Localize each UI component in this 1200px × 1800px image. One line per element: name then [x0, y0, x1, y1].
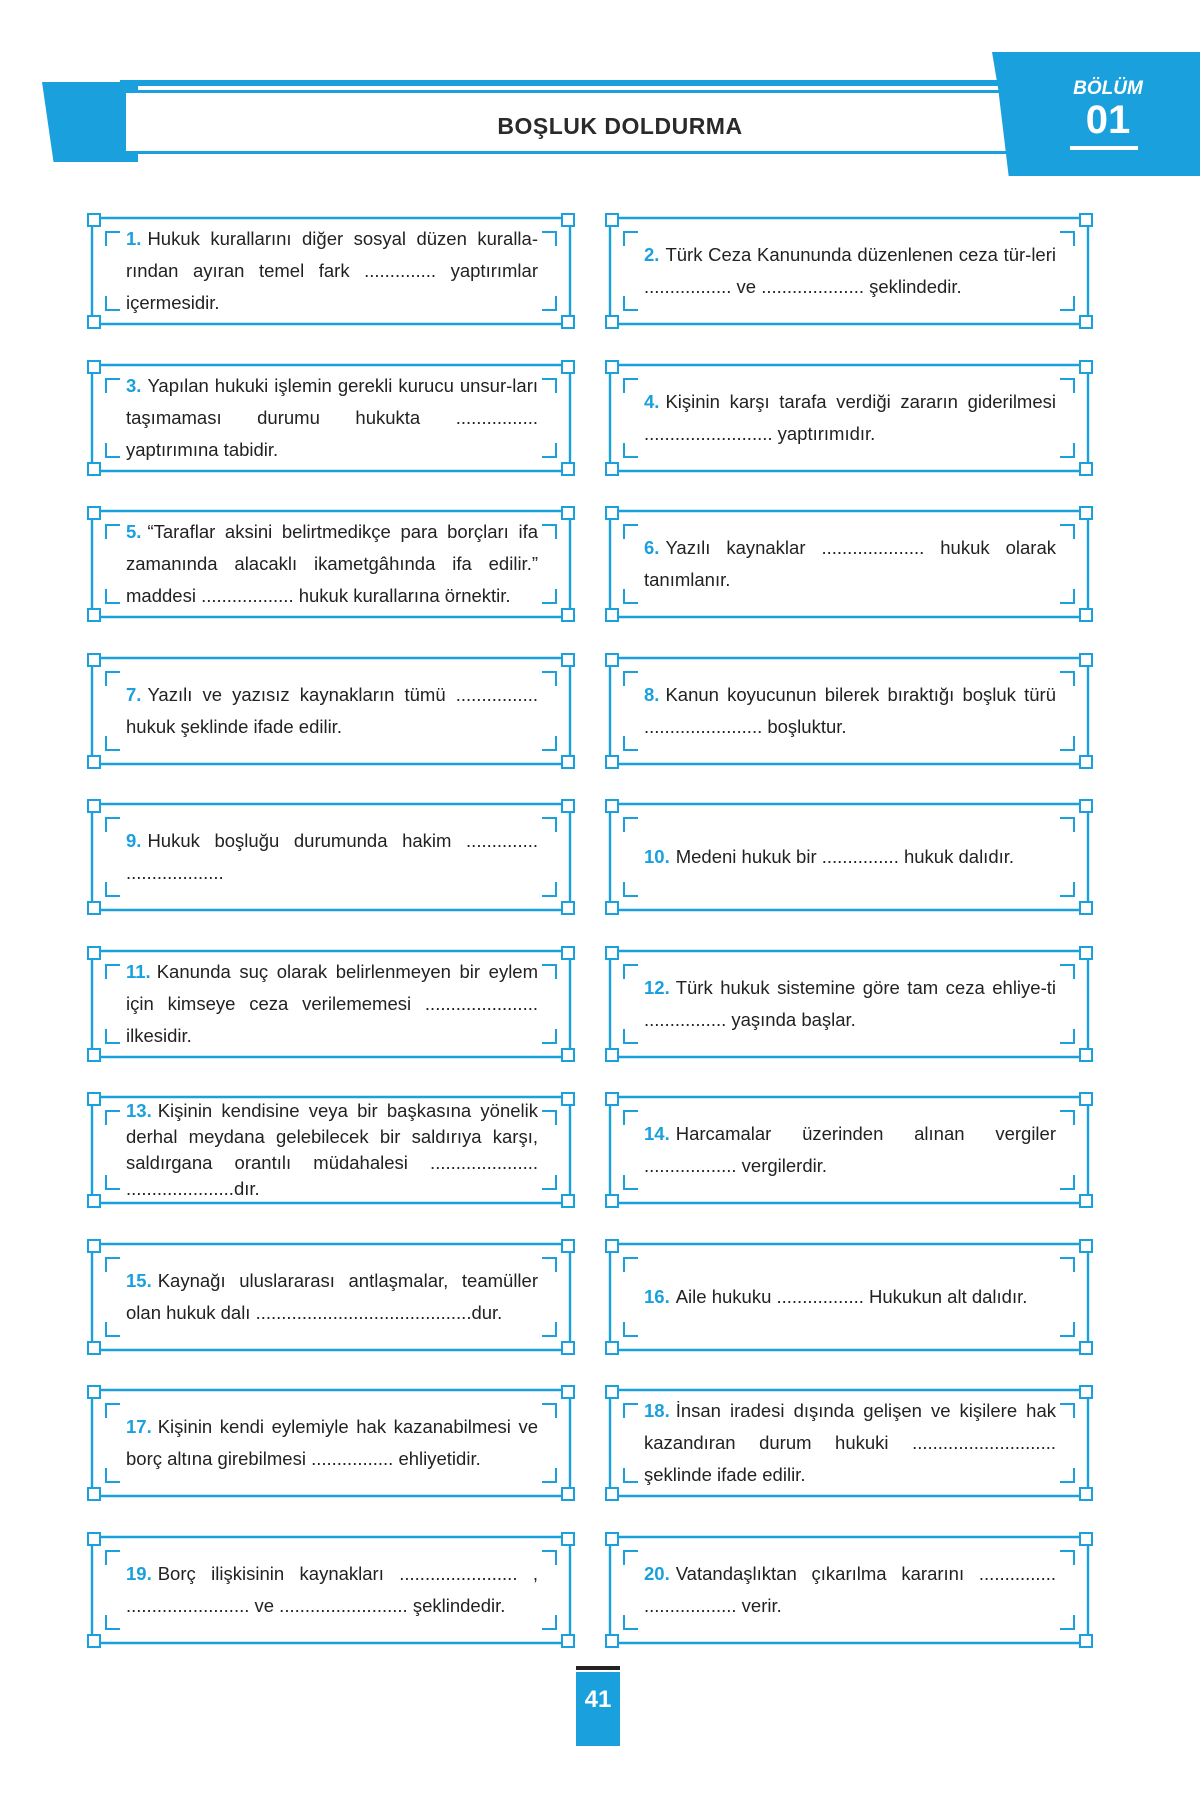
page-title: BOŞLUK DOLDURMA	[497, 113, 743, 139]
question-number: 12.	[644, 976, 670, 998]
question-card	[604, 212, 1094, 330]
question-number: 4.	[644, 390, 660, 412]
question-card	[604, 945, 1094, 1063]
question-text: “Taraflar aksini belirtmedikçe para borçları ifa zamanında alacaklı ikametgâhında ifa edilir.” maddesi .................. hukuk kurallarına örnektir.	[126, 521, 538, 606]
question-card	[86, 798, 576, 916]
question-number: 9.	[126, 830, 142, 851]
question-text: Kişinin kendisine veya bir başkasına yönelik derhal meydana gelebilecek bir saldırıya karşı, saldırgana orantılı müdahalesi ..................... .....................dır.	[126, 1100, 538, 1199]
chapter-badge-number: 01	[1085, 98, 1131, 142]
question-text: Kanun koyucunun bilerek bıraktığı boşluk türü ....................... boşluktur.	[644, 683, 1056, 737]
question-text: Kanunda suç olarak belirlenmeyen bir eylem için kimseye ceza verilememesi ...................... ilkesidir.	[126, 960, 538, 1046]
question-text: Medeni hukuk bir ............... hukuk dalıdır.	[675, 846, 1015, 867]
question-number: 13.	[126, 1100, 152, 1121]
question-text: İnsan iradesi dışında gelişen ve kişilere hak kazandıran durum hukuki ............................ şeklinde ifade edilir.	[644, 1400, 1056, 1485]
question-text: Yazılı kaynaklar .................... hukuk olarak tanımlanır.	[644, 537, 1056, 590]
question-number: 6.	[644, 537, 660, 558]
question-card	[86, 1384, 576, 1502]
question-number: 2.	[644, 244, 660, 265]
header-top-line	[120, 80, 1010, 86]
page-number: 41	[576, 1672, 620, 1746]
question-card	[86, 1531, 576, 1649]
question-text: Hukuk boşluğu durumunda hakim .............. ...................	[126, 830, 538, 883]
question-card	[604, 1238, 1094, 1356]
question-number: 11.	[126, 960, 151, 982]
question-card	[86, 1238, 576, 1356]
question-text: Harcamalar üzerinden alınan vergiler .................. vergilerdir.	[644, 1123, 1056, 1176]
question-card	[86, 945, 576, 1063]
question-card	[86, 1091, 576, 1209]
question-text: Yapılan hukuki işlemin gerekli kurucu unsur-ları taşımaması durumu hukukta ................ yaptırımına tabidir.	[126, 374, 538, 460]
question-text: Kişinin karşı tarafa verdiği zararın giderilmesi ......................... yaptırımıdır.	[644, 390, 1056, 444]
question-text: Vatandaşlıktan çıkarılma kararını ............... .................. verir.	[644, 1562, 1056, 1616]
question-number: 15.	[126, 1269, 152, 1291]
question-number: 17.	[126, 1416, 152, 1437]
question-card	[86, 212, 576, 330]
question-text: Hukuk kurallarını diğer sosyal düzen kuralla-rından ayıran temel fark .............. yaptırımlar içermesidir.	[126, 228, 538, 313]
question-text: Türk hukuk sistemine göre tam ceza ehliye-ti ................ yaşında başlar.	[644, 976, 1056, 1030]
question-card	[604, 505, 1094, 623]
question-text: Türk Ceza Kanununda düzenlenen ceza tür-leri ................. ve .................... şeklindedir.	[644, 244, 1056, 297]
question-number: 18.	[644, 1400, 670, 1421]
question-card	[86, 652, 576, 770]
question-text: Kişinin kendi eylemiyle hak kazanabilmesi ve borç altına girebilmesi ................ ehliyetidir.	[126, 1416, 538, 1469]
question-text: Kaynağı uluslararası antlaşmalar, teamüller olan hukuk dalı ..........................................dur.	[126, 1269, 538, 1323]
question-number: 19.	[126, 1562, 152, 1584]
page-number-rule	[576, 1666, 620, 1670]
question-card	[604, 1384, 1094, 1502]
question-number: 16.	[644, 1285, 670, 1307]
question-card	[604, 1091, 1094, 1209]
question-number: 10.	[644, 846, 670, 867]
question-text: Aile hukuku ................. Hukukun alt dalıdır.	[675, 1285, 1028, 1307]
question-number: 5.	[126, 521, 142, 542]
question-text: Yazılı ve yazısız kaynakların tümü ................ hukuk şeklinde ifade edilir.	[126, 683, 538, 737]
question-number: 1.	[126, 228, 142, 249]
chapter-badge-label: BÖLÜM	[1073, 78, 1143, 99]
question-number: 8.	[644, 683, 660, 705]
chapter-badge-underline	[1070, 146, 1138, 150]
header-left-accent	[42, 82, 138, 162]
question-number: 3.	[126, 374, 142, 396]
question-card	[604, 1531, 1094, 1649]
question-number: 20.	[644, 1562, 670, 1584]
question-number: 14.	[644, 1123, 670, 1144]
question-card	[604, 652, 1094, 770]
question-card	[604, 359, 1094, 477]
question-card	[86, 359, 576, 477]
question-card	[604, 798, 1094, 916]
question-text: Borç ilişkisinin kaynakları ....................... , ........................ ve ......................... şeklindedir.	[126, 1562, 538, 1616]
question-card	[86, 505, 576, 623]
question-number: 7.	[126, 683, 142, 705]
